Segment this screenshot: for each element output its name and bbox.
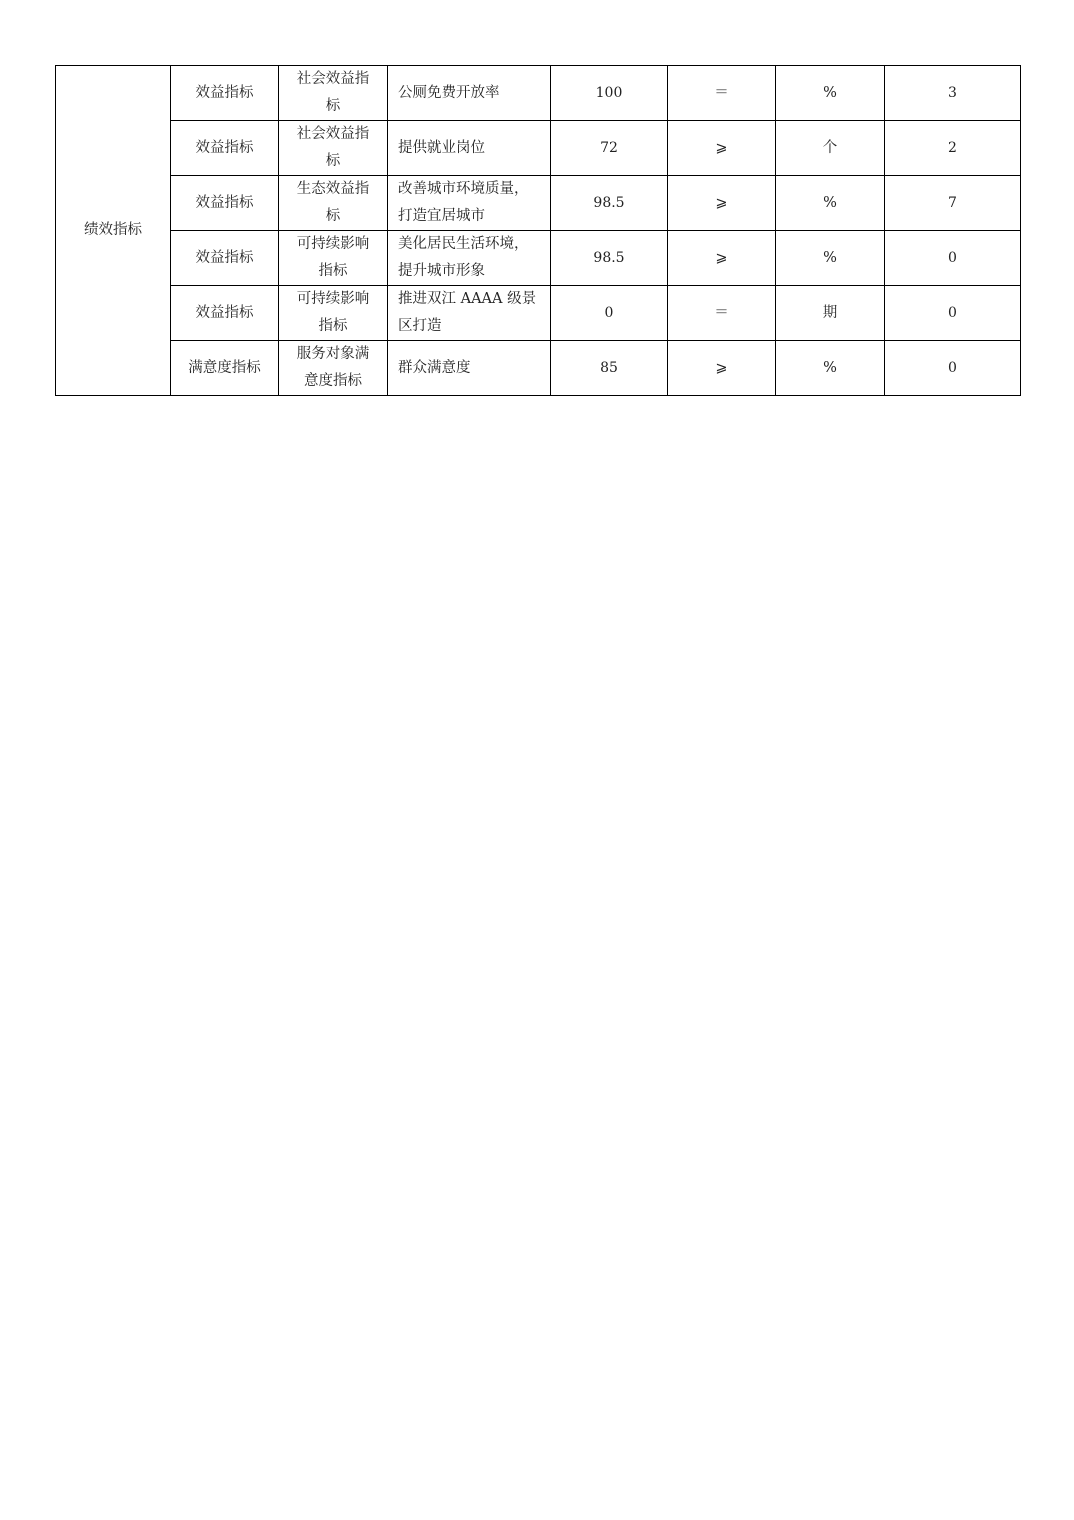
indicator-name-cell: 美化居民生活环境，提升城市形象 [388, 231, 551, 286]
score-cell: 3 [885, 66, 1021, 121]
level2-indicator-cell: 效益指标 [171, 121, 279, 176]
unit-cell: 个 [776, 121, 885, 176]
operator-cell: ⩾ [668, 176, 776, 231]
level3-indicator-cell: 社会效益指标 [279, 66, 388, 121]
table-row [56, 66, 1021, 121]
level2-indicator-cell: 效益指标 [171, 286, 279, 341]
level2-indicator-cell: 效益指标 [171, 176, 279, 231]
level3-indicator-cell: 服务对象满意度指标 [279, 341, 388, 396]
table-row [56, 176, 1021, 231]
score-cell: 7 [885, 176, 1021, 231]
indicator-name-cell: 提供就业岗位 [388, 121, 551, 176]
table-row [56, 286, 1021, 341]
score-cell: 0 [885, 341, 1021, 396]
level3-indicator-cell: 可持续影响指标 [279, 286, 388, 341]
indicator-value-cell: 98.5 [551, 176, 668, 231]
level2-indicator-cell: 效益指标 [171, 231, 279, 286]
indicator-value-cell: 85 [551, 341, 668, 396]
operator-cell: ＝ [668, 286, 776, 341]
indicator-value-cell: 98.5 [551, 231, 668, 286]
level3-indicator-cell: 生态效益指标 [279, 176, 388, 231]
unit-cell: 期 [776, 286, 885, 341]
operator-cell: ⩾ [668, 231, 776, 286]
score-cell: 0 [885, 286, 1021, 341]
indicator-name-cell: 公厕免费开放率 [388, 66, 551, 121]
table-row [56, 231, 1021, 286]
score-cell: 2 [885, 121, 1021, 176]
indicator-name-cell: 推进双江 AAAA 级景区打造 [388, 286, 551, 341]
level3-indicator-cell: 可持续影响指标 [279, 231, 388, 286]
indicator-name-cell: 改善城市环境质量，打造宜居城市 [388, 176, 551, 231]
indicator-value-cell: 100 [551, 66, 668, 121]
unit-cell: % [776, 231, 885, 286]
operator-cell: ⩾ [668, 341, 776, 396]
group-label-cell: 绩效指标 [56, 66, 171, 396]
level2-indicator-cell: 效益指标 [171, 66, 279, 121]
unit-cell: % [776, 66, 885, 121]
operator-cell: ⩾ [668, 121, 776, 176]
indicator-name-cell: 群众满意度 [388, 341, 551, 396]
table-row [56, 121, 1021, 176]
indicator-value-cell: 72 [551, 121, 668, 176]
score-cell: 0 [885, 231, 1021, 286]
unit-cell: % [776, 176, 885, 231]
performance-indicator-table [55, 65, 1021, 396]
level2-indicator-cell: 满意度指标 [171, 341, 279, 396]
unit-cell: % [776, 341, 885, 396]
indicator-value-cell: 0 [551, 286, 668, 341]
operator-cell: ＝ [668, 66, 776, 121]
level3-indicator-cell: 社会效益指标 [279, 121, 388, 176]
table-row [56, 341, 1021, 396]
